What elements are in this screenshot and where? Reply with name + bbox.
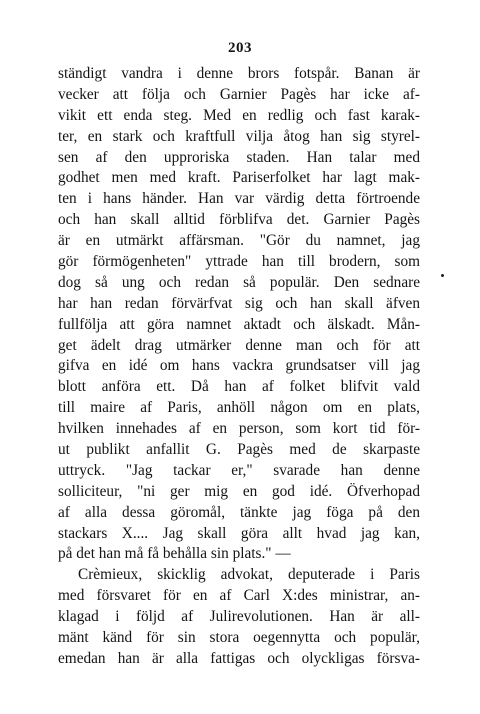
- text-line-9: är en utmärkt affärsman. "Gör du namnet, jag: [58, 232, 420, 250]
- text-line-5: sen af den upproriska staden. Han talar med: [58, 148, 420, 166]
- text-line-10: gör förmögenheten" yttrade han till brodern, som: [58, 253, 420, 271]
- text-line-8: och han skall alltid förblifva det. Garnier Pagès: [58, 211, 420, 229]
- text-line-16: blott anföra ett. Då han af folket blifvit vald: [58, 378, 420, 396]
- text-line-6: godhet men med kraft. Pariserfolket har lagt mak-: [58, 169, 420, 187]
- text-line-2: vecker att följa och Garnier Pagès har icke af-: [58, 85, 420, 103]
- text-line-27: klagad i följd af Julirevolutionen. Han är all-: [58, 608, 420, 626]
- text-line-4: ter, en stark och kraftfull vilja åtog han sig styrel-: [58, 127, 420, 145]
- text-line-29: emedan han är alla fattigas och olyckligas försva-: [58, 649, 420, 667]
- text-line-24: på det han må få behålla sin plats." —: [58, 545, 291, 563]
- page-number: 203: [228, 40, 252, 56]
- text-line-11: dog så ung och redan så populär. Den sednare: [58, 273, 420, 291]
- body-text: [58, 64, 420, 670]
- text-line-23: stackars X.... Jag skall göra allt hvad jag kan,: [58, 524, 420, 542]
- text-line-13: fullfölja att göra namnet aktadt och älskadt. Mån-: [58, 315, 420, 333]
- text-line-26: med försvaret för en af Carl X:des ministrar, an-: [58, 587, 420, 605]
- text-line-25: Crèmieux, skicklig advokat, deputerade i Paris: [78, 566, 420, 584]
- text-line-17: till maire af Paris, anhöll någon om en plats,: [58, 399, 420, 417]
- text-line-22: af alla dessa göromål, tänkte jag föga på den: [58, 503, 420, 521]
- text-line-12: har han redan förvärfvat sig och han skall äfven: [58, 294, 420, 312]
- text-line-3: vikit ett enda steg. Med en redlig och fast karak-: [58, 106, 420, 124]
- text-line-20: uttryck. "Jag tackar er," svarade han denne: [58, 461, 420, 479]
- margin-ink-dot: [441, 274, 444, 277]
- text-line-14: get ädelt drag utmärker denne man och för att: [58, 336, 420, 354]
- text-line-1: ständigt vandra i denne brors fotspår. Banan är: [58, 65, 420, 82]
- text-line-18: hvilken innehades af en person, som kort tid för-: [58, 420, 420, 438]
- text-line-28: mänt känd för sin stora oegennytta och populär,: [58, 629, 420, 647]
- text-line-15: gifva en idé om hans vackra grundsatser vill jag: [58, 357, 420, 375]
- text-line-19: ut publikt anfallit G. Pagès med de skarpaste: [58, 441, 420, 459]
- text-line-21: solliciteur, "ni ger mig en god idé. Öfverhopad: [58, 482, 420, 500]
- text-line-7: ten i hans händer. Han var värdig detta förtroende: [58, 190, 420, 208]
